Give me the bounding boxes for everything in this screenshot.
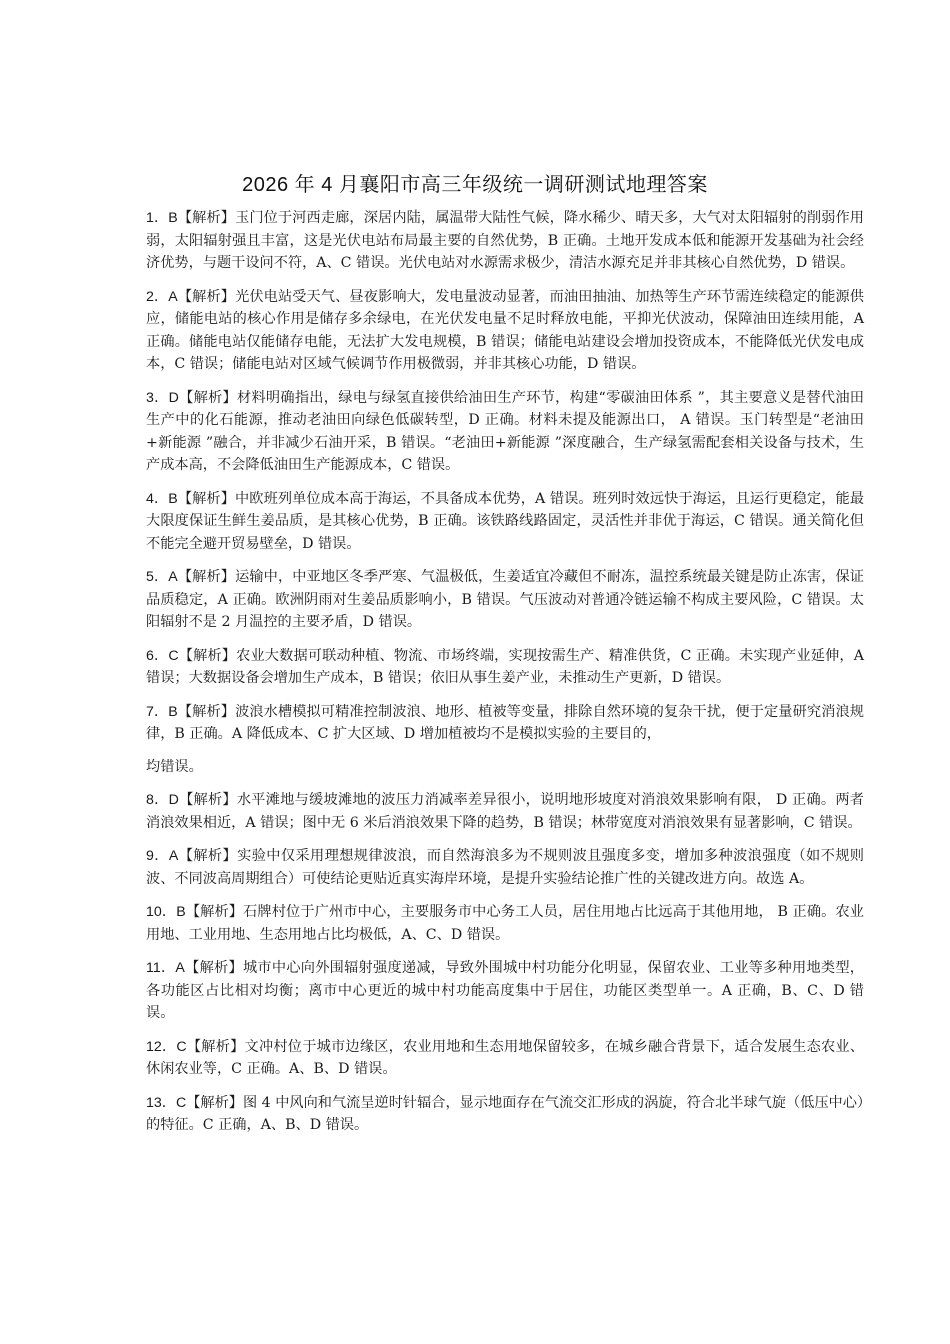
answer-number: 4．B [146, 490, 178, 507]
answer-item-8 [146, 789, 864, 834]
answer-number: 8．D [146, 792, 179, 808]
analysis-tag: 【解析】 [178, 792, 237, 808]
answer-text: 光伏电站受天气、昼夜影响大，发电量波动显著，而油田抽油、加热等生产环节需连续稳定的能源供应，储能电站的核心作用是储存多余绿电，在光伏发电量不足时释放电能，平抑光伏波动，保障油田连续用能，A 正确。储能电站仅能储存电能，无法扩大发电规模，B 错误；储能电站建设会增加投资成本，不能降低光伏发电成本，C 错误；储能电站对区域气候调节作用极微弱，并非其核心功能，D 错误。 [146, 288, 864, 372]
answer-text: 农业大数据可联动种植、物流、市场终端，实现按需生产、精准供货，C 正确。未实现产业延伸，A 错误；大数据设备会增加生产成本，B 错误；依旧从事生姜产业，未推动生产更新，D 错误。 [146, 647, 864, 686]
analysis-tag: 【解析】 [186, 1038, 245, 1055]
analysis-tag: 【解析】 [178, 389, 237, 406]
answer-text: 图 4 中风向和气流呈逆时针辐合，显示地面存在气流交汇形成的涡旋，符合北半球气旋（低压中心）的特征。C 正确，A、B、D 错误。 [146, 1094, 864, 1133]
answer-item-12 [146, 1036, 864, 1081]
answer-list [146, 207, 864, 1148]
answer-text: 实验中仅采用理想规律波浪，而自然海浪多为不规则波且强度多变，增加多种波浪强度（如不规则波、不同波高周期组合）可使结论更贴近真实海岸环境，是提升实验结论推广性的关键改进方向。故选 A。 [146, 848, 864, 887]
analysis-tag: 【解析】 [177, 210, 236, 226]
answer-item-9 [146, 845, 864, 890]
answer-number: 2．A [146, 288, 178, 305]
answer-text: 波浪水槽模拟可精准控制波浪、地形、植被等变量，排除自然环境的复杂干扰，便于定量研究消浪规律，B 正确。A 降低成本、C 扩大区域、D 增加植被均不是模拟实验的主要目的， [146, 703, 864, 742]
answer-text: 水平滩地与缓坡滩地的波压力消减率差异很小，说明地形坡度对消浪效果影响有限， D 正确。两者消浪效果相近，A 错误；图中无 6 米后消浪效果下降的趋势，B 错误；林带宽度对消浪效果有显著影响，C 错误。 [146, 792, 864, 831]
answer-item-6 [146, 645, 864, 690]
answer-number: 6．C [146, 647, 179, 664]
analysis-tag: 【解析】 [177, 703, 236, 720]
analysis-tag: 【解析】 [177, 288, 236, 305]
answer-item-2 [146, 286, 864, 376]
answer-text: 文冲村位于城市边缘区，农业用地和生态用地保留较多，在城乡融合背景下，适合发展生态农业、休闲农业等，C 正确。A、B、D 错误。 [146, 1038, 864, 1077]
answer-item-11 [146, 957, 864, 1025]
answer-item-10 [146, 901, 864, 946]
analysis-tag: 【解析】 [178, 848, 238, 864]
answer-text: 石牌村位于广州市中心，主要服务市中心务工人员，居住用地占比远高于其他用地， B 正确。农业用地、工业用地、生态用地占比均极低，A、C、D 错误。 [146, 904, 864, 943]
answer-text-continued: 均错误。 [146, 758, 203, 775]
answer-number: 3．D [146, 389, 179, 406]
answer-item-4 [146, 488, 864, 556]
page-title: 2026 年 4 月襄阳市高三年级统一调研测试地理答案 [242, 174, 708, 196]
answer-number: 1．B [146, 210, 178, 226]
answer-item-5 [146, 566, 864, 634]
answer-item-3 [146, 387, 864, 477]
answer-number: 11．A [146, 960, 185, 976]
answer-number: 5．A [146, 569, 178, 585]
analysis-tag: 【解析】 [177, 569, 236, 585]
answer-text: 运输中，中亚地区冬季严寒、气温极低，生姜适宜冷藏但不耐冻，温控系统最关键是防止冻害，保证品质稳定，A 正确。欧洲阴雨对生姜品质影响小，B 错误。气压波动对普通冷链运输不构成主要风险，C 错误。太阳辐射不是 2 月温控的主要矛盾，D 错误。 [146, 569, 864, 630]
analysis-tag: 【解析】 [177, 490, 235, 507]
answer-item-1 [146, 207, 864, 275]
answer-number: 12．C [146, 1038, 187, 1055]
answer-text: 城市中心向外围辐射强度递减，导致外围城中村功能分化明显，保留农业、工业等多种用地类型，各功能区占比相对均衡；离市中心更近的城中村功能高度集中于居住，功能区类型单一。A 正确，B、C、D 错误。 [146, 960, 864, 1021]
answer-text: 材料明确指出，绿电与绿氢直接供给油田生产环节，构建“零碳油田体系 ”，其主要意义是替代油田生产中的化石能源，推动老油田向绿色低碳转型，D 正确。材料未提及能源出口， A 错误。玉门转型是“老油田+新能源 ”融合，并非减少石油开采，B 错误。“老油田+新能源 ”深度融合，生产绿氢需配套相关设备与技术，生产成本高，不会降低油田生产能源成本，C 错误。 [146, 389, 864, 473]
answer-item-13 [146, 1092, 864, 1137]
answer-number: 7．B [146, 703, 178, 720]
answer-number: 13．C [146, 1094, 187, 1111]
answer-item-7 [146, 701, 864, 779]
analysis-tag: 【解析】 [185, 904, 244, 920]
analysis-tag: 【解析】 [186, 1094, 243, 1111]
answer-text: 玉门位于河西走廊，深居内陆，属温带大陆性气候，降水稀少、晴天多，大气对太阳辐射的削弱作用弱，太阳辐射强且丰富，这是光伏电站布局最主要的自然优势，B 正确。土地开发成本低和能源开发基础为社会经济优势，与题干设问不符，A、C 错误。光伏电站对水源需求极少，清洁水源充足并非其核心自然优势，D 错误。 [146, 210, 864, 271]
answer-number: 9．A [146, 848, 179, 864]
analysis-tag: 【解析】 [184, 960, 243, 976]
answer-number: 10．B [146, 904, 186, 920]
answer-text: 中欧班列单位成本高于海运，不具备成本优势，A 错误。班列时效远快于海运，且运行更稳定，能最大限度保证生鲜生姜品质，是其核心优势，B 正确。该铁路线路固定，灵活性并非优于海运，C 错误。通关简化但不能完全避开贸易壁垒，D 错误。 [146, 490, 865, 552]
analysis-tag: 【解析】 [178, 647, 237, 664]
